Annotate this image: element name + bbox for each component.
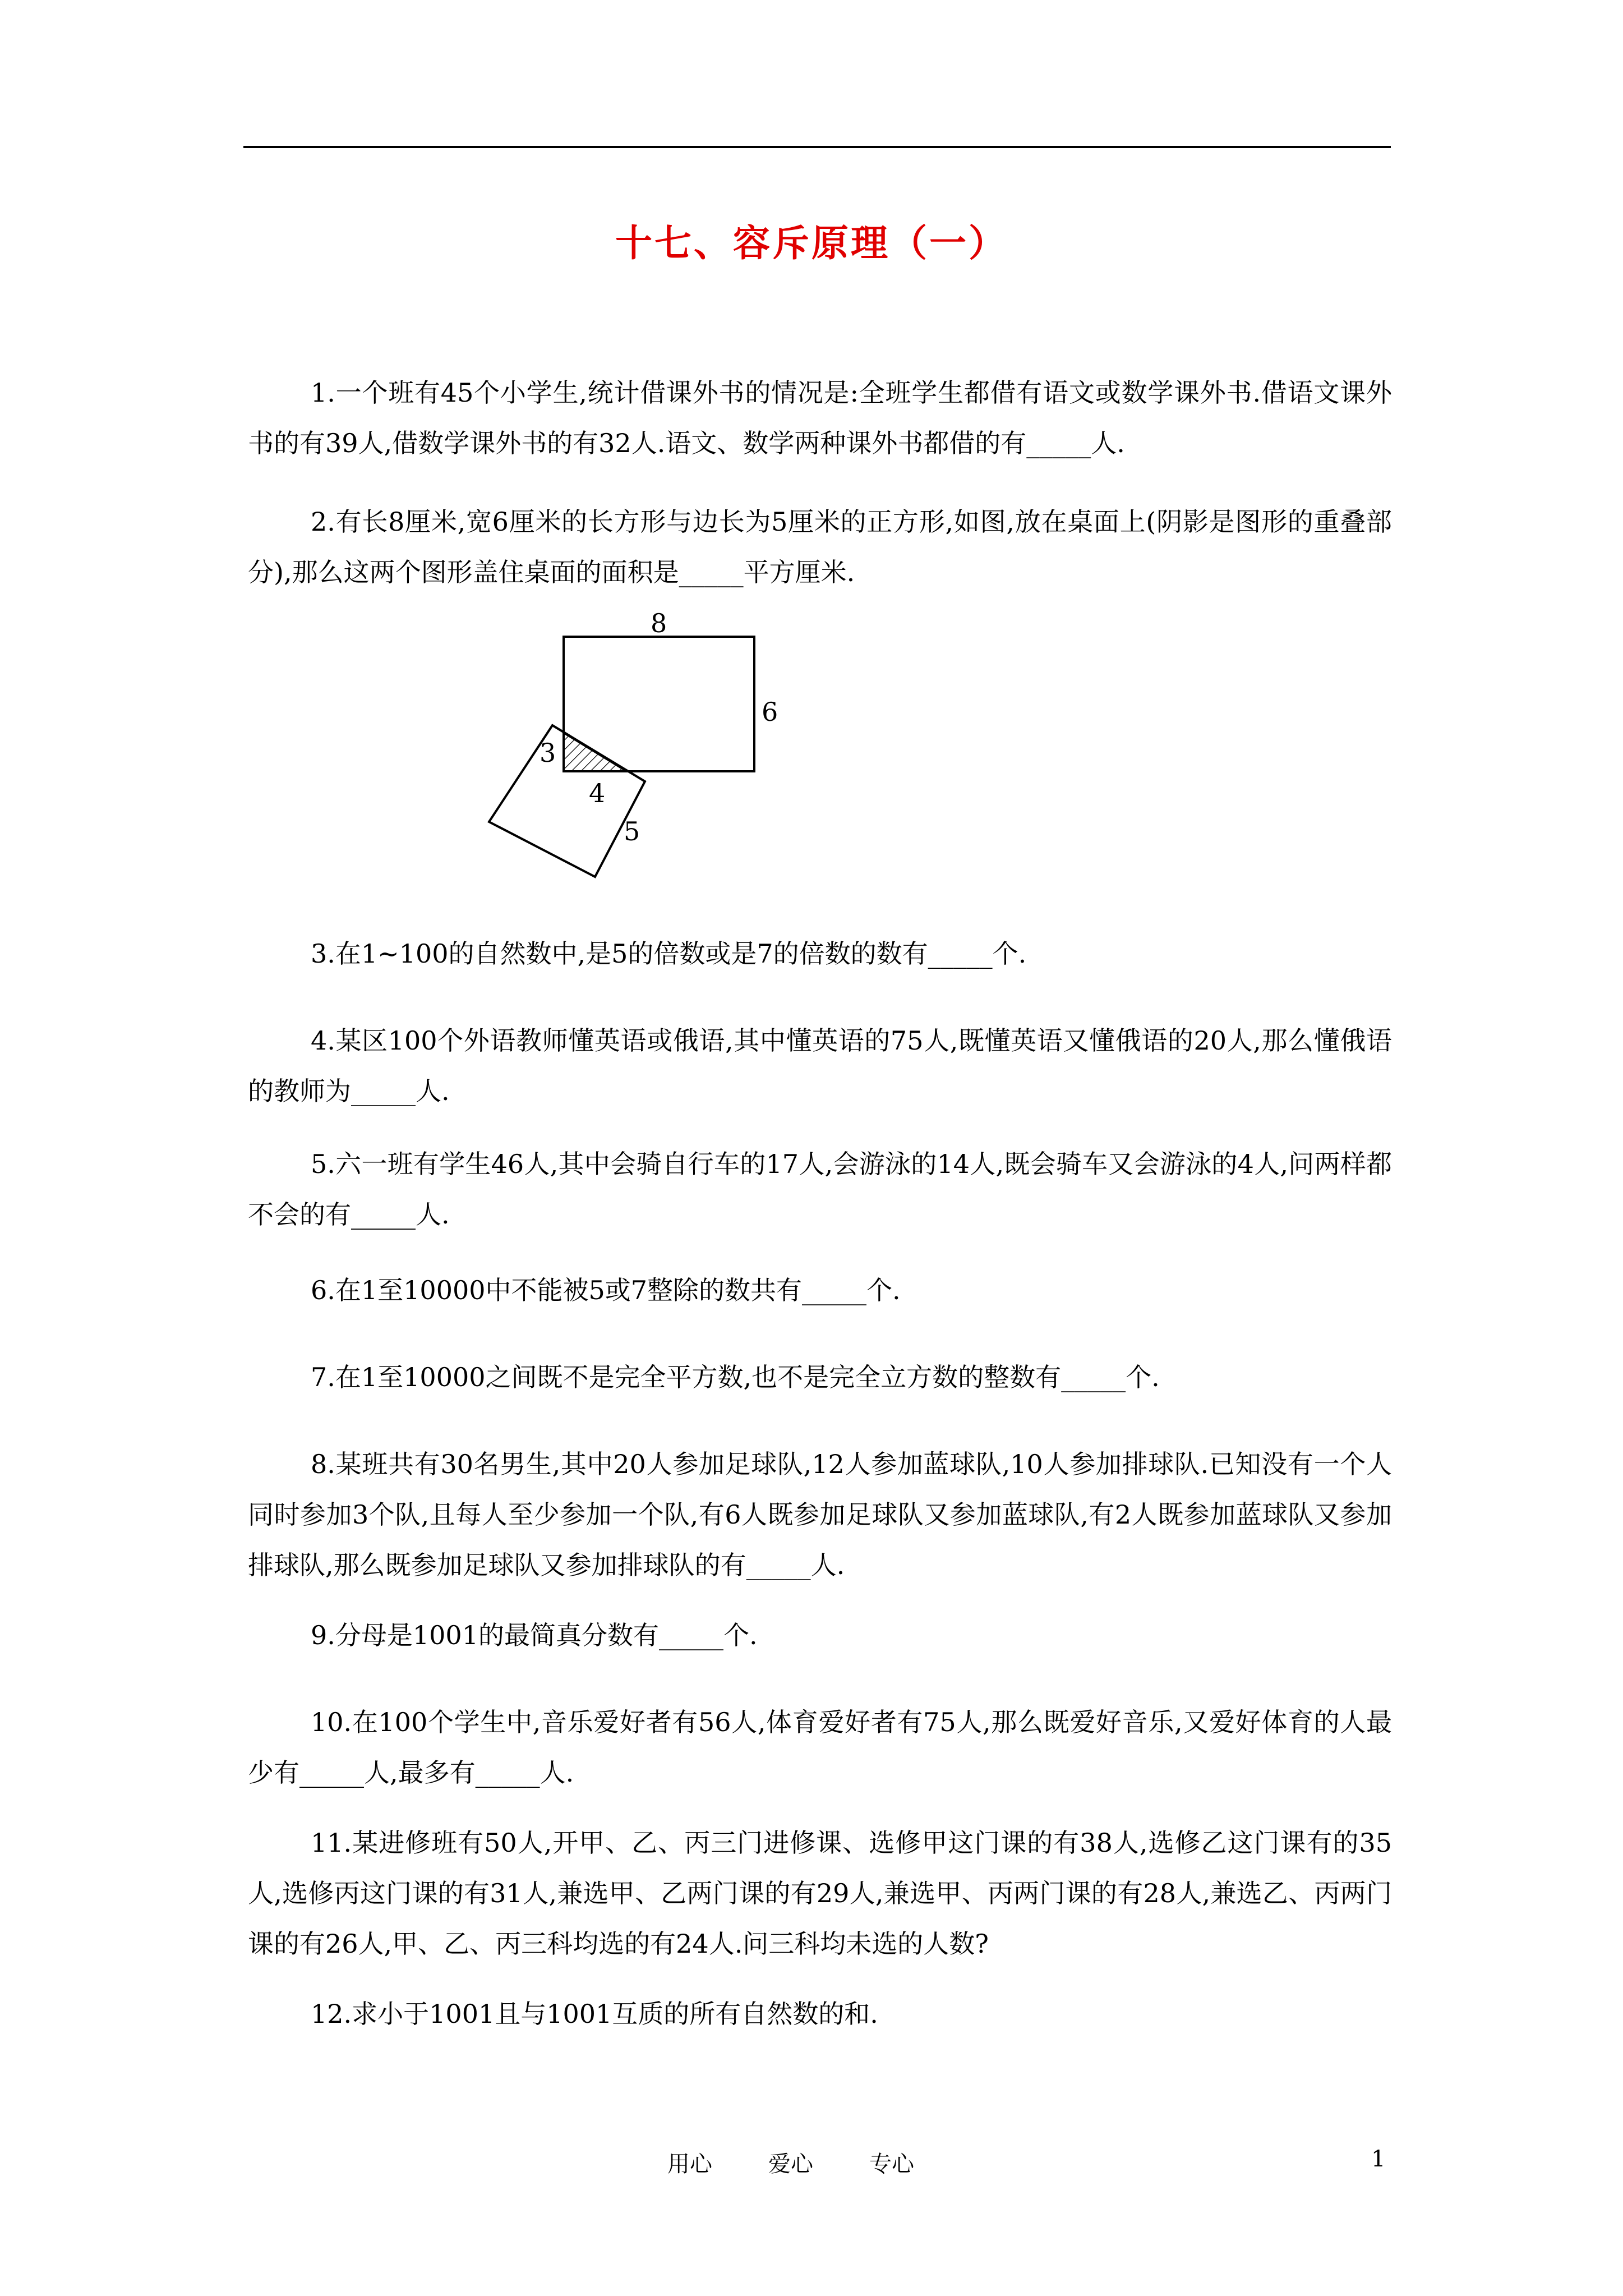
figure-label-4: 4 <box>589 778 606 808</box>
question-7: 7.在1至10000之间既不是完全平方数,也不是完全立方数的整数有_____个. <box>311 1362 1160 1392</box>
question-11: 11.某进修班有50人,开甲、乙、丙三门进修课、选修甲这门课的有38人,选修乙这门课有的35人,选修丙这门课的有31人,兼选甲、乙两门课的有29人,兼选甲、丙两门课的有28人,兼选乙、丙两门课的有26人,甲、乙、丙三科均选的有24人.问三科均未选的人数? <box>248 1828 1392 1959</box>
page-title: 十七、容斥原理（一） <box>615 221 1008 265</box>
figure-label-8: 8 <box>651 608 667 638</box>
page-number: 1 <box>1371 2146 1386 2172</box>
question-3: 3.在1~100的自然数中,是5的倍数或是7的倍数的数有_____个. <box>311 938 1027 969</box>
footer-item-3: 专心 <box>869 2151 914 2177</box>
question-6: 6.在1至10000中不能被5或7整除的数共有_____个. <box>311 1275 901 1305</box>
figure-label-6: 6 <box>762 697 778 727</box>
question-1: 1.一个班有45个小学生,统计借课外书的情况是:全班学生都借有语文或数学课外书.借语文课外书的有39人,借数学课外书的有32人.语文、数学两种课外书都借的有_____人. <box>248 378 1392 458</box>
figure-label-5: 5 <box>624 816 640 846</box>
question-10: 10.在100个学生中,音乐爱好者有56人,体育爱好者有75人,那么既爱好音乐,又爱好体育的人最少有_____人,最多有_____人. <box>248 1707 1392 1788</box>
question-5: 5.六一班有学生46人,其中会骑自行车的17人,会游泳的14人,既会骑车又会游泳的4人,问两样都不会的有_____人. <box>248 1149 1392 1230</box>
question-8: 8.某班共有30名男生,其中20人参加足球队,12人参加蓝球队,10人参加排球队.已知没有一个人同时参加3个队,且每人至少参加一个队,有6人既参加足球队又参加蓝球队,有2人既参加蓝球队又参加排球队,那么既参加足球队又参加排球队的有_____人. <box>248 1449 1392 1580</box>
footer-item-1: 用心 <box>667 2151 712 2177</box>
footer-item-2: 爱心 <box>768 2151 813 2177</box>
question-9: 9.分母是1001的最简真分数有_____个. <box>311 1620 758 1650</box>
question-2: 2.有长8厘米,宽6厘米的长方形与边长为5厘米的正方形,如图,放在桌面上(阴影是图形的重叠部分),那么这两个图形盖住桌面的面积是_____平方厘米. <box>248 507 1392 587</box>
question-4: 4.某区100个外语教师懂英语或俄语,其中懂英语的75人,既懂英语又懂俄语的20人,那么懂俄语的教师为_____人. <box>248 1025 1392 1106</box>
figure-label-3: 3 <box>540 738 556 768</box>
overlap-shaded-region <box>564 733 627 771</box>
question-12: 12.求小于1001且与1001互质的所有自然数的和. <box>311 1999 878 2029</box>
